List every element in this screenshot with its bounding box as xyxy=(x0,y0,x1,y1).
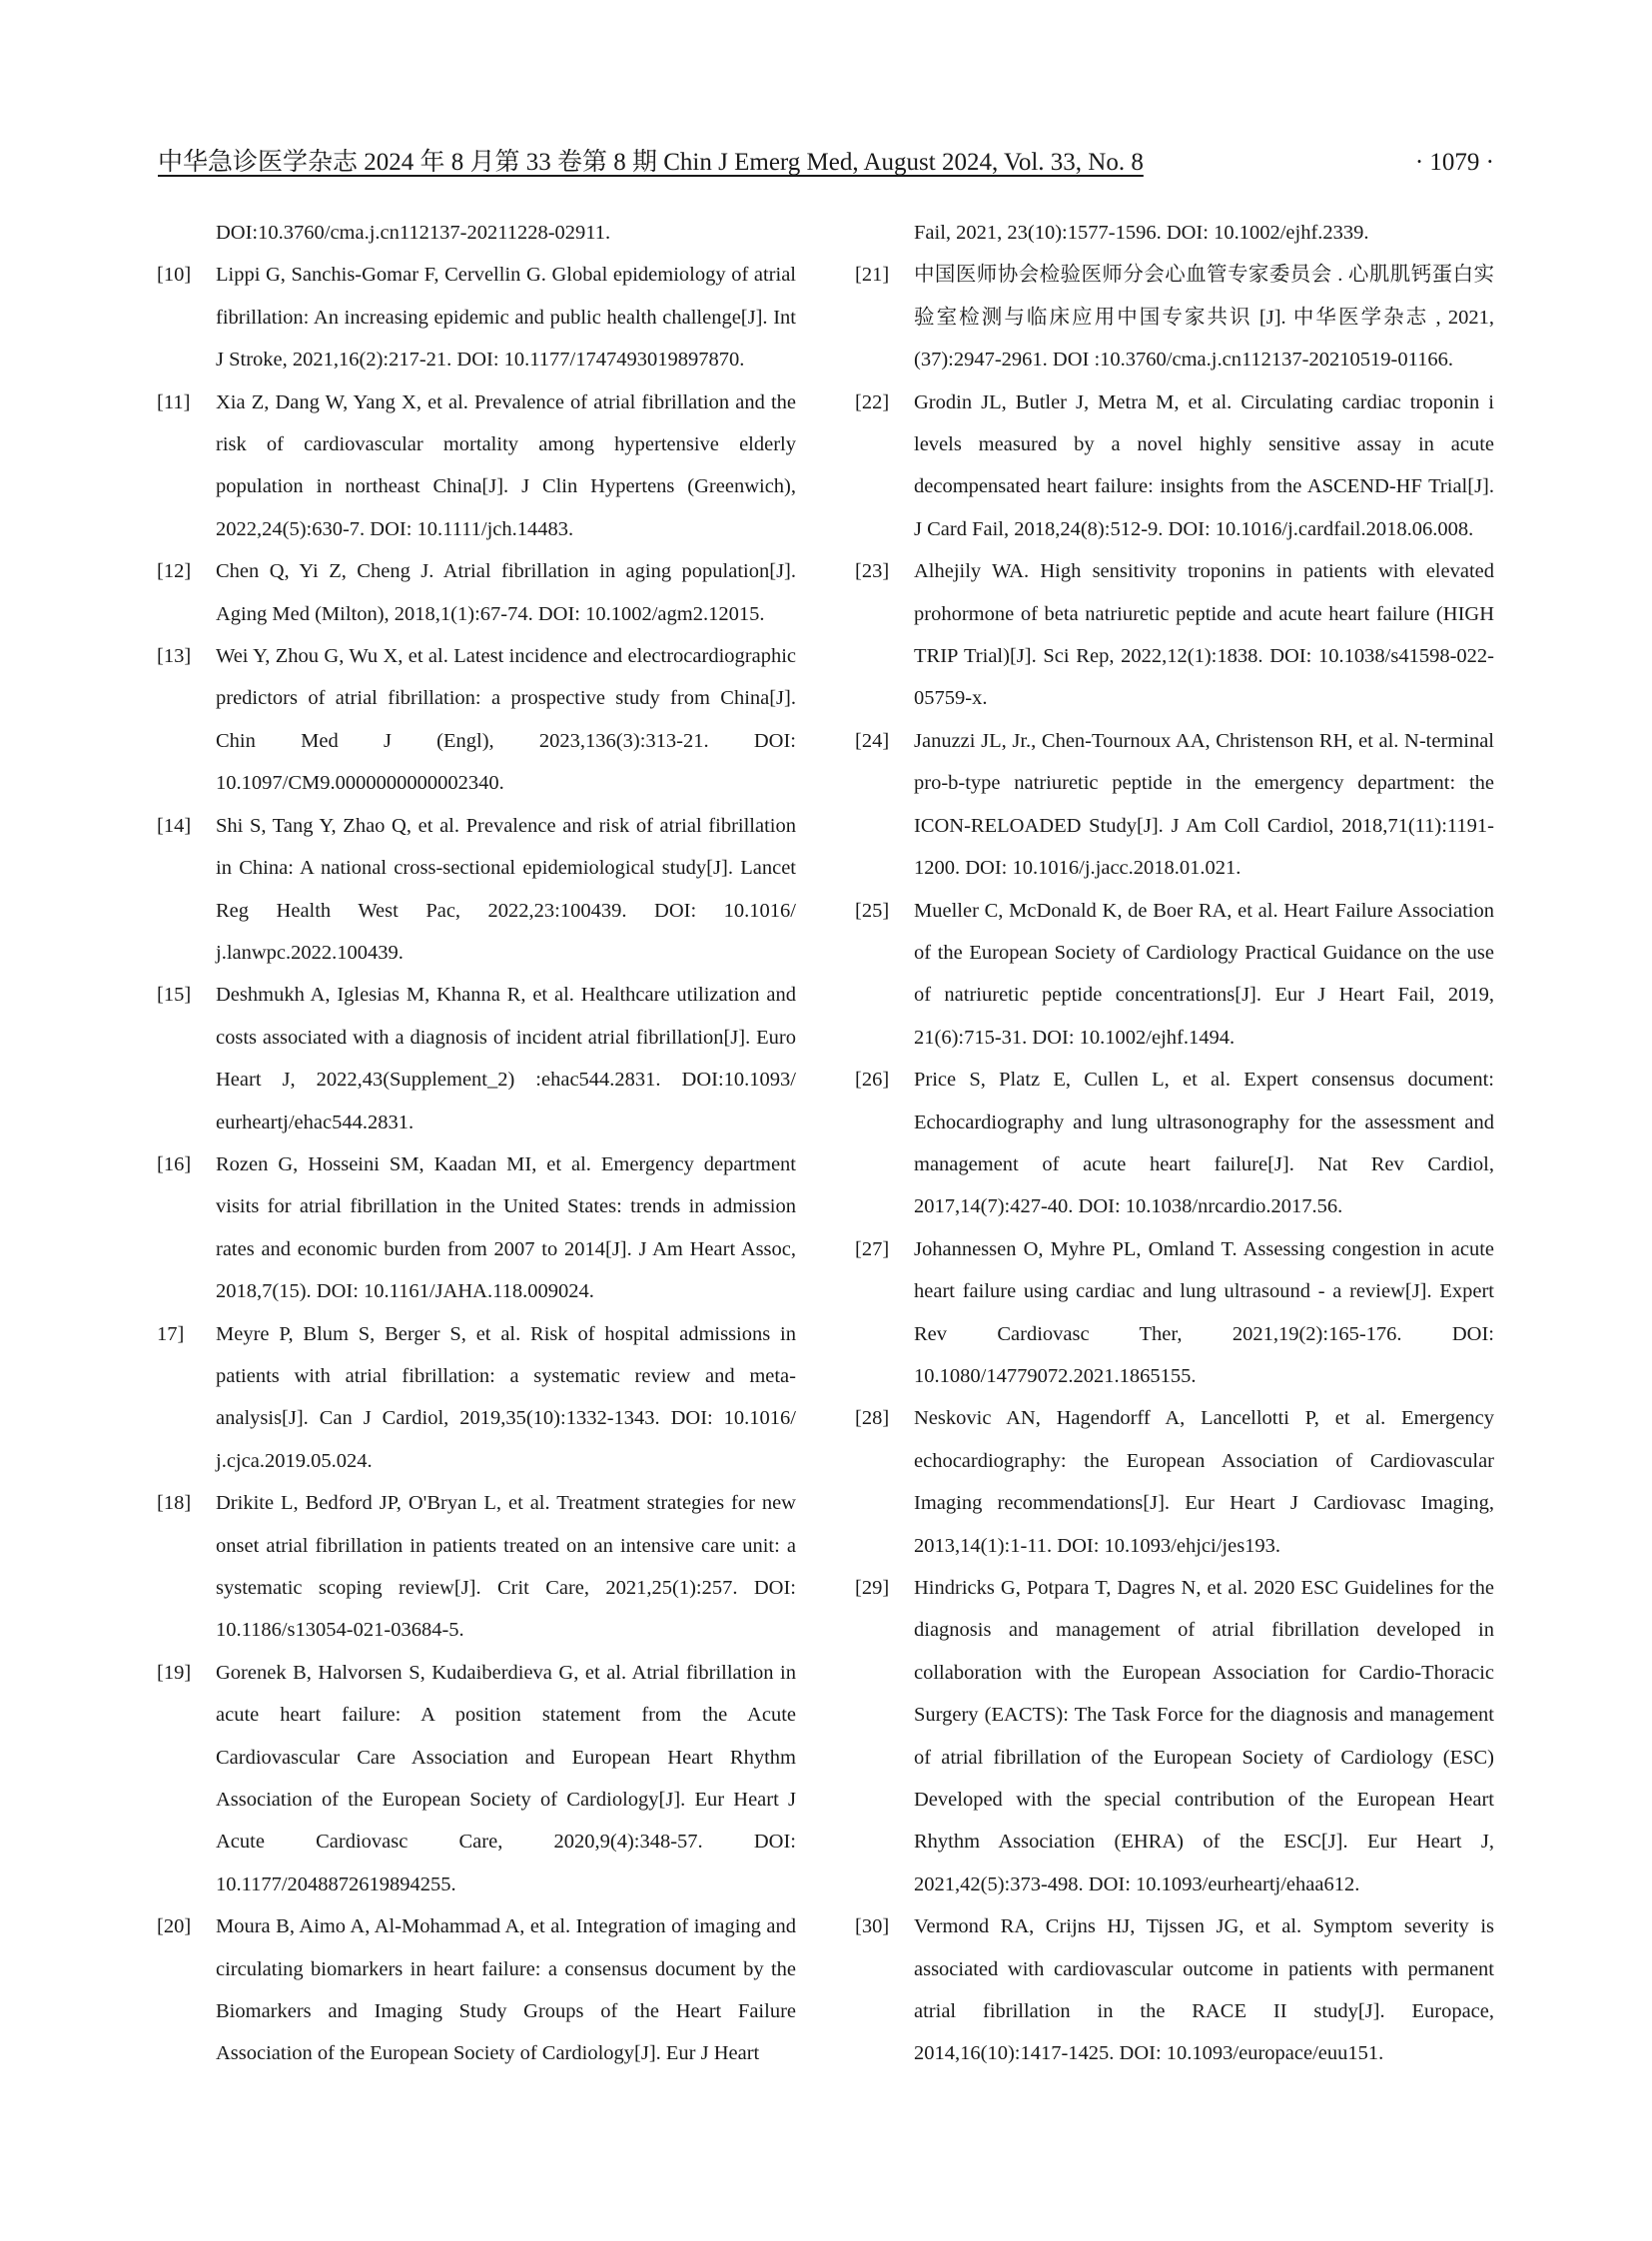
reference-number: [28] xyxy=(855,1407,890,1430)
reference-number: [14] xyxy=(157,814,192,837)
reference-text: Deshmukh A, Iglesias M, Khanna R, et al. Healthcare utilization and costs associated with a diagnosis of incident atrial fibrillation[J]. Euro Heart J, 2022,43(Supplement_2) :ehac544.2831. DOI:10.1093/ eurheartj/ehac544.2831. xyxy=(216,984,796,1133)
left-column xyxy=(157,212,796,2075)
reference-number: [19] xyxy=(157,1661,192,1684)
reference-item xyxy=(855,1567,1494,1905)
reference-text: Rozen G, Hosseini SM, Kaadan MI, et al. Emergency department visits for atrial fibrillation in the United States: trends in admission rates and economic burden from 2007 to 2014[J]. J Am Heart Assoc, 2018,7(15). DOI: 10.1161/JAHA.118.009024. xyxy=(216,1152,796,1303)
reference-item xyxy=(157,974,796,1143)
reference-number: [23] xyxy=(855,560,890,583)
reference-text: Moura B, Aimo A, Al-Mohammad A, et al. Integration of imaging and circulating biomarkers in heart failure: a consensus document by the Biomarkers and Imaging Study Groups of the Heart Failure Association of the European Society of Cardiology[J]. Eur J Heart xyxy=(216,1915,796,2065)
reference-item xyxy=(855,1059,1494,1228)
reference-text: 中国医师协会检验医师分会心血管专家委员会 . 心肌肌钙蛋白实验室检测与临床应用中国专家共识 [J]. 中华医学杂志 , 2021, (37):2947-2961. DOI :10.3760/cma.j.cn112137-20210519-01166. xyxy=(914,264,1494,372)
reference-item xyxy=(157,1905,796,2075)
right-column xyxy=(855,212,1494,2075)
reference-item xyxy=(157,635,796,805)
running-header xyxy=(158,145,1494,185)
reference-text: Meyre P, Blum S, Berger S, et al. Risk of hospital admissions in patients with atrial fibrillation: a systematic review and meta-analysis[J]. Can J Cardiol, 2019,35(10):1332-1343. DOI: 10.1016/ j.cjca.2019.05.024. xyxy=(216,1322,796,1472)
reference-text: Johannessen O, Myhre PL, Omland T. Assessing congestion in acute heart failure using cardiac and lung ultrasound - a review[J]. Expert Rev Cardiovasc Ther, 2021,19(2):165-176. DOI: 10.1080/14779072.2021.1865155. xyxy=(914,1237,1494,1387)
reference-text: Lippi G, Sanchis-Gomar F, Cervellin G. Global epidemiology of atrial fibrillation: An increasing epidemic and public health challenge[J]. Int J Stroke, 2021,16(2):217-21. DOI: 10.1177/1747493019897870. xyxy=(216,264,796,372)
reference-text: Xia Z, Dang W, Yang X, et al. Prevalence of atrial fibrillation and the risk of cardiovascular mortality among hypertensive elderly population in northeast China[J]. J Clin Hypertens (Greenwich), 2022,24(5):630-7. DOI: 10.1111/jch.14483. xyxy=(216,390,796,540)
reference-text: Neskovic AN, Hagendorff A, Lancellotti P, et al. Emergency echocardiography: the European Association of Cardiovascular Imaging recommendations[J]. Eur Heart J Cardiovasc Imaging, 2013,14(1):1-11. DOI: 10.1093/ehjci/jes193. xyxy=(914,1407,1494,1557)
journal-citation-line: 中华急诊医学杂志 2024 年 8 月第 33 卷第 8 期 Chin J Emerg Med, August 2024, Vol. 33, No. 8 xyxy=(158,149,1144,176)
reference-item xyxy=(157,381,796,551)
reference-number: [16] xyxy=(157,1152,192,1175)
reference-item xyxy=(855,381,1494,551)
reference-text: Grodin JL, Butler J, Metra M, et al. Circulating cardiac troponin i levels measured by a novel highly sensitive assay in acute decompensated heart failure: insights from the ASCEND-HF Trial[J]. J Card Fail, 2018,24(8):512-9. DOI: 10.1016/j.cardfail.2018.06.008. xyxy=(914,390,1494,540)
reference-text: Januzzi JL, Jr., Chen-Tournoux AA, Christenson RH, et al. N-terminal pro-b-type natriuretic peptide in the emergency department: the ICON-RELOADED Study[J]. J Am Coll Cardiol, 2018,71(11):1191-1200. DOI: 10.1016/j.jacc.2018.01.021. xyxy=(914,729,1494,880)
reference-number: [27] xyxy=(855,1237,890,1260)
reference-number: [29] xyxy=(855,1577,890,1599)
reference-item xyxy=(157,1482,796,1652)
reference-number: [30] xyxy=(855,1915,890,1938)
reference-item xyxy=(855,254,1494,380)
reference-text: Wei Y, Zhou G, Wu X, et al. Latest incidence and electrocardiographic predictors of atrial fibrillation: a prospective study from China[J]. Chin Med J (Engl), 2023,136(3):313-21. DOI: 10.1097/CM9.0000000000002340. xyxy=(216,645,796,795)
reference-text: Alhejily WA. High sensitivity troponins in patients with elevated prohormone of beta natriuretic peptide and acute heart failure (HIGH TRIP Trial)[J]. Sci Rep, 2022,12(1):1838. DOI: 10.1038/s41598-022-05759-x. xyxy=(914,560,1494,710)
reference-item xyxy=(157,1652,796,1905)
reference-number: [20] xyxy=(157,1915,192,1938)
reference-text: Price S, Platz E, Cullen L, et al. Expert consensus document: Echocardiography and lung ultrasonography for the assessment and management of acute heart failure[J]. Nat Rev Cardiol, 2017,14(7):427-40. DOI: 10.1038/nrcardio.2017.56. xyxy=(914,1069,1494,1218)
reference-item xyxy=(855,1228,1494,1398)
reference-number: [10] xyxy=(157,264,192,287)
reference-item xyxy=(157,254,796,380)
reference-text: Drikite L, Bedford JP, O'Bryan L, et al. Treatment strategies for new onset atrial fibrillation in patients treated on an intensive care unit: a systematic scoping review[J]. Crit Care, 2021,25(1):257. DOI: 10.1186/s13054-021-03684-5. xyxy=(216,1492,796,1642)
reference-text: Mueller C, McDonald K, de Boer RA, et al. Heart Failure Association of the European Society of Cardiology Practical Guidance on the use of natriuretic peptide concentrations[J]. Eur J Heart Fail, 2019, 21(6):715-31. DOI: 10.1002/ejhf.1494. xyxy=(914,899,1494,1049)
reference-number: [18] xyxy=(157,1492,192,1515)
reference-continuation: DOI:10.3760/cma.j.cn112137-20211228-02911. xyxy=(216,222,611,244)
reference-number: [11] xyxy=(157,390,191,413)
reference-item xyxy=(157,550,796,635)
reference-item xyxy=(157,1313,796,1483)
reference-number: 17] xyxy=(157,1322,185,1345)
reference-text: Vermond RA, Crijns HJ, Tijssen JG, et al. Symptom severity is associated with cardiovascular outcome in patients with permanent atrial fibrillation in the RACE II study[J]. Europace, 2014,16(10):1417-1425. DOI: 10.1093/europace/euu151. xyxy=(914,1915,1494,2065)
reference-number: [13] xyxy=(157,645,192,668)
reference-number: [26] xyxy=(855,1069,890,1092)
reference-number: [22] xyxy=(855,390,890,413)
reference-text: Chen Q, Yi Z, Cheng J. Atrial fibrillation in aging population[J]. Aging Med (Milton), 2018,1(1):67-74. DOI: 10.1002/agm2.12015. xyxy=(216,560,796,625)
reference-text: Shi S, Tang Y, Zhao Q, et al. Prevalence and risk of atrial fibrillation in China: A national cross-sectional epidemiological study[J]. Lancet Reg Health West Pac, 2022,23:100439. DOI: 10.1016/ j.lanwpc.2022.100439. xyxy=(216,814,796,964)
reference-number: [12] xyxy=(157,560,192,583)
reference-number: [25] xyxy=(855,899,890,922)
reference-item xyxy=(855,1905,1494,2075)
reference-number: [15] xyxy=(157,984,192,1007)
reference-text: Hindricks G, Potpara T, Dagres N, et al. 2020 ESC Guidelines for the diagnosis and management of atrial fibrillation developed in collaboration with the European Association for Cardio-Thoracic Surgery (EACTS): The Task Force for the diagnosis and management of atrial fibrillation of the European Society of Cardiology (ESC) Developed with the special contribution of the European Heart Rhythm Association (EHRA) of the ESC[J]. Eur Heart J, 2021,42(5):373-498. DOI: 10.1093/eurheartj/ehaa612. xyxy=(914,1577,1494,1895)
reference-item xyxy=(855,890,1494,1060)
reference-number: [24] xyxy=(855,729,890,752)
page-number: · 1079 · xyxy=(1414,149,1494,176)
reference-item xyxy=(157,805,796,975)
reference-item xyxy=(855,1397,1494,1567)
reference-number: [21] xyxy=(855,264,890,287)
reference-continuation: Fail, 2021, 23(10):1577-1596. DOI: 10.1002/ejhf.2339. xyxy=(914,222,1369,244)
reference-item xyxy=(855,550,1494,720)
reference-text: Gorenek B, Halvorsen S, Kudaiberdieva G, et al. Atrial fibrillation in acute heart failure: A position statement from the Acute Cardiovascular Care Association and European Heart Rhythm Association of the European Society of Cardiology[J]. Eur Heart J Acute Cardiovasc Care, 2020,9(4):348-57. DOI: 10.1177/2048872619894255. xyxy=(216,1661,796,1895)
reference-item xyxy=(157,1143,796,1313)
reference-item xyxy=(855,720,1494,890)
